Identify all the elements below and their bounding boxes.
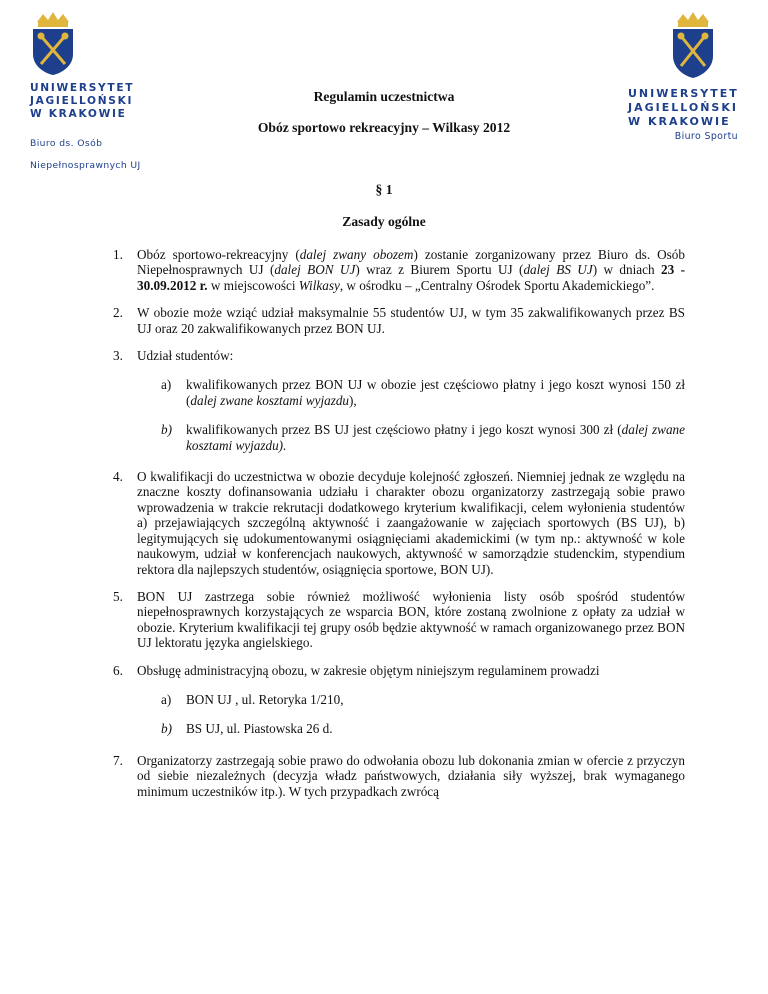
left-name-line-2: JAGIELLOŃSKI — [30, 95, 134, 107]
left-name-line-3: W KRAKOWIE — [30, 108, 127, 120]
italic-run: dalej zwane kosztami wyjazdu — [190, 392, 350, 408]
text-run: , w ośrodku – „Centralny Ośrodek Sportu Akademickiego”. — [339, 277, 655, 293]
left-department-name — [30, 133, 150, 177]
bold-run: 23 - 30.09.2012 r. — [137, 262, 685, 293]
text-run: kwalifikowanych przez BS UJ jest częściowo płatny i jego koszt wynosi 300 zł ( — [186, 422, 622, 438]
right-name-line-3: W KRAKOWIE — [628, 115, 731, 128]
list-item-text: BON UJ zastrzega sobie również możliwość wyłonienia listy osób spośród studentów niepełnosprawnych korzystających ze wsparcia BON, które zostaną zwolnione z opłaty za udział w obozie. Kryterium kwalifikacji tej grupy osób będzie aktywność w ramach organizowanego przez BON UJ lektoratu języka angielskiego. — [137, 588, 685, 651]
italic-run: dalej zwany obozem — [299, 247, 414, 262]
italic-run: dalej zwane kosztami wyjazdu). — [186, 422, 686, 453]
list-item-number: 3. — [113, 348, 123, 364]
section-number: § 1 — [375, 182, 393, 197]
document-title: Regulamin uczestnictwa — [313, 89, 455, 104]
italic-run: Wilkasy — [298, 277, 340, 293]
document-subtitle: Obóz sportowo rekreacyjny – Wilkasy 2012 — [257, 120, 511, 135]
list-item-7 — [113, 753, 685, 799]
list-item-number: 2. — [113, 305, 123, 321]
sub-item-text: BS UJ, ul. Piastowska 26 d. — [186, 721, 333, 737]
list-item-4 — [113, 469, 685, 577]
list-item-number: 7. — [113, 752, 123, 768]
italic-run: dalej BON UJ — [274, 262, 356, 278]
list-item-3 — [113, 348, 685, 453]
list-item-text: O kwalifikacji do uczestnictwa w obozie decyduje kolejność zgłoszeń. Niemniej jednak ze względu na znaczne koszty dofinansowania udziału i charakter obozu organizatorzy zastrzegają sobie prawo wprowadzenia w trakcie rekrutacji dodatkowego kryterium kwalifikacji, celem wyłonienia studentów a) przejawiających szczególną aktywność i zaangażowanie w zajęciach sportowych (BS UJ), b) legitymujących się udokumentowanymi osiągnięciami akademickimi (w tym np.: aktywność w kole naukowym, udział w konferencjach naukowych, aktywność w samorządzie studenckim, stypendium rektora dla najlepszych studentów, osiągnięcia sportowe, BON UJ). — [137, 469, 685, 577]
text-run: Obóz sportowo-rekreacyjny ( — [137, 247, 300, 262]
section-title: Zasady ogólne — [342, 214, 426, 229]
text-run: ) w dniach — [592, 262, 661, 278]
list-item-text: Udział studentów: — [137, 348, 234, 364]
jagiellonian-crest-icon — [30, 10, 76, 76]
text-run: ) wraz z Biurem Sportu UJ ( — [355, 262, 524, 278]
rules-list — [113, 247, 685, 811]
italic-run: dalej BS UJ — [523, 262, 593, 278]
list-item-text: W obozie może wziąć udział maksymalnie 55 studentów UJ, w tym 35 zakwalifikowanych przez BS UJ oraz 20 zakwalifikowanych przez BON UJ. — [137, 305, 685, 336]
text-run: ), — [349, 392, 357, 408]
list-item-5 — [113, 589, 685, 651]
list-item-2 — [113, 305, 685, 336]
sub-item-letter: a) — [161, 691, 172, 707]
list-item-1 — [113, 247, 685, 293]
text-run: ) zostanie zorganizowany przez Biuro ds. Osób Niepełnosprawnych UJ ( — [137, 247, 685, 278]
sub-item-b — [161, 721, 685, 736]
text-run: kwalifikowanych przez BON UJ w obozie jest częściowo płatny i jego koszt wynosi 150 zł ( — [186, 377, 685, 408]
list-item-number: 4. — [113, 469, 123, 485]
sub-item-b — [161, 422, 685, 453]
list-item-number: 6. — [113, 662, 123, 678]
right-department-name: Biuro Sportu — [674, 131, 738, 142]
text-run: w miejscowości — [207, 277, 299, 293]
sub-item-a — [161, 692, 685, 707]
sub-item-letter: a) — [161, 377, 172, 393]
list-item-text: Obsługę administracyjną obozu, w zakresie objętym niniejszym regulaminem prowadzi — [137, 662, 600, 678]
left-name-line-1: UNIWERSYTET — [30, 82, 135, 94]
sub-item-text: BON UJ , ul. Retoryka 1/210, — [186, 691, 344, 707]
list-item-number: 1. — [113, 247, 123, 262]
left-dept-line-2: Niepełnosprawnych UJ — [30, 160, 141, 171]
list-item-6 — [113, 663, 685, 737]
right-name-line-1: UNIWERSYTET — [628, 87, 739, 100]
left-dept-line-1: Biuro ds. Osób — [30, 138, 103, 149]
right-name-line-2: JAGIELLOŃSKI — [628, 101, 738, 114]
sub-item-letter: b) — [161, 721, 172, 737]
list-item-number: 5. — [113, 588, 123, 604]
sub-item-letter: b) — [161, 422, 172, 438]
list-item-text: Organizatorzy zastrzegają sobie prawo do odwołania obozu lub dokonania zmian w ofercie z przyczyn od siebie niezależnych (decyzja władz państwowych, działania siły wyższej, brak wymaganego minimum uczestników itp.). W tych przypadkach zwrócą — [137, 752, 685, 799]
sub-item-a — [161, 377, 685, 408]
jagiellonian-crest-icon — [628, 10, 758, 80]
